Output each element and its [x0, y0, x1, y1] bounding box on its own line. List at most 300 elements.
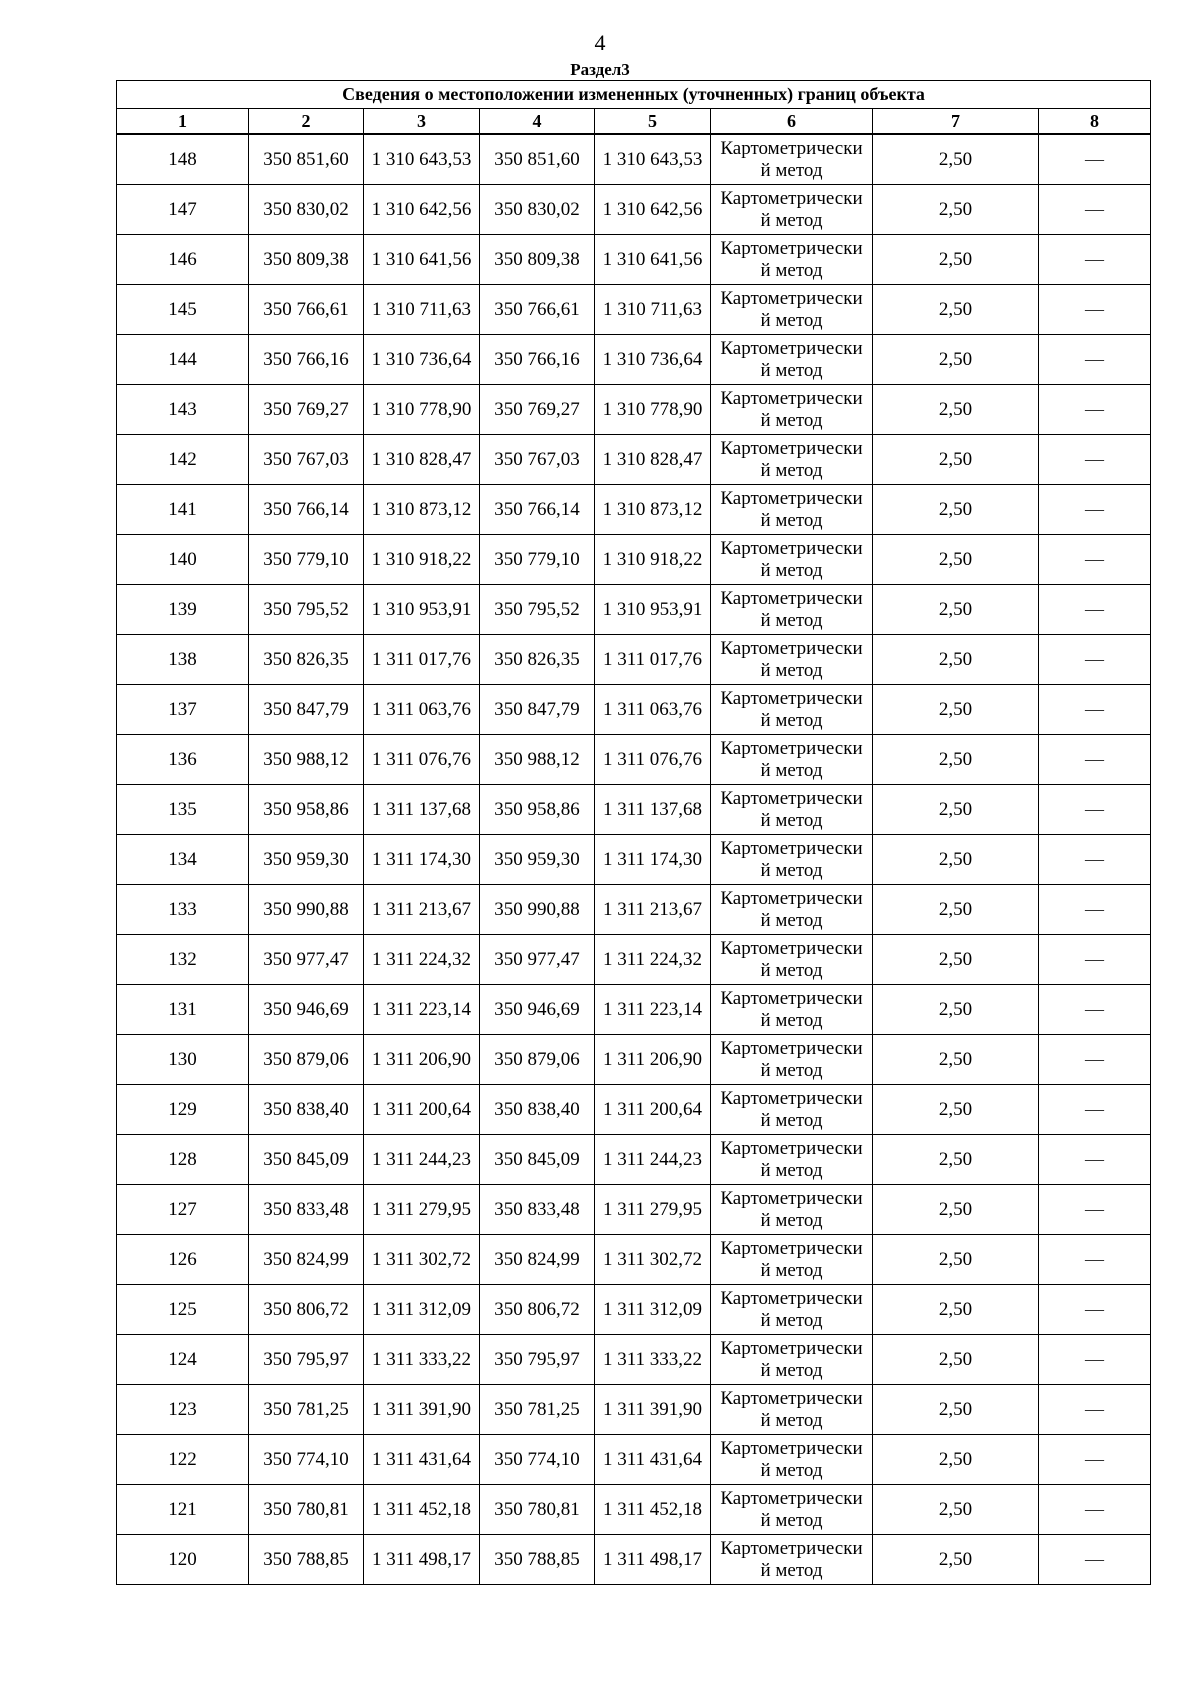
table-cell-col-6	[711, 985, 873, 1035]
column-header-4: 4	[480, 109, 595, 135]
table-cell-col-3: 1 311 431,64	[364, 1435, 480, 1485]
table-cell-col-2: 350 851,60	[249, 134, 364, 185]
table-cell-col-2: 350 826,35	[249, 635, 364, 685]
table-cell-col-6	[711, 685, 873, 735]
table-row	[117, 1385, 1151, 1435]
table-cell-col-5: 1 311 213,67	[595, 885, 711, 935]
table-cell-col-5: 1 311 017,76	[595, 635, 711, 685]
table-cell-col-8: —	[1039, 134, 1151, 185]
table-cell-col-2: 350 946,69	[249, 985, 364, 1035]
table-cell-col-8: —	[1039, 385, 1151, 435]
table-cell-col-3: 1 311 224,32	[364, 935, 480, 985]
table-cell-col-5: 1 311 174,30	[595, 835, 711, 885]
table-cell-col-6	[711, 1335, 873, 1385]
table-row	[117, 335, 1151, 385]
table-cell-col-8: —	[1039, 235, 1151, 285]
method-text-line: й метод	[760, 159, 823, 181]
table-cell-col-1: 145	[117, 285, 249, 335]
table-cell-col-5: 1 311 206,90	[595, 1035, 711, 1085]
method-text-line: й метод	[760, 1509, 823, 1531]
table-cell-col-1: 143	[117, 385, 249, 435]
table-cell-col-1: 135	[117, 785, 249, 835]
table-cell-col-5: 1 311 200,64	[595, 1085, 711, 1135]
method-text-line: Картометрически	[720, 437, 863, 459]
table-cell-col-7: 2,50	[873, 385, 1039, 435]
table-cell-col-4: 350 780,81	[480, 1485, 595, 1535]
table-cell-col-3: 1 311 452,18	[364, 1485, 480, 1535]
table-cell-col-8: —	[1039, 1185, 1151, 1235]
method-text-line: Картометрически	[720, 287, 863, 309]
table-row	[117, 685, 1151, 735]
table-cell-col-5: 1 311 431,64	[595, 1435, 711, 1485]
table-row	[117, 235, 1151, 285]
method-text-line: Картометрически	[720, 1087, 863, 1109]
table-row	[117, 485, 1151, 535]
method-text-line: й метод	[760, 259, 823, 281]
method-text-line: й метод	[760, 959, 823, 981]
method-text-line: й метод	[760, 1159, 823, 1181]
table-body	[117, 134, 1151, 1585]
table-cell-col-8: —	[1039, 685, 1151, 735]
table-cell-col-3: 1 310 953,91	[364, 585, 480, 635]
table-cell-col-5: 1 310 828,47	[595, 435, 711, 485]
table-caption: Сведения о местоположении измененных (уточненных) границ объекта	[117, 81, 1151, 109]
table-cell-col-6	[711, 134, 873, 185]
table-cell-col-5: 1 310 711,63	[595, 285, 711, 335]
table-cell-col-2: 350 774,10	[249, 1435, 364, 1485]
table-cell-col-4: 350 838,40	[480, 1085, 595, 1135]
table-cell-col-5: 1 311 498,17	[595, 1535, 711, 1585]
method-text-line: й метод	[760, 209, 823, 231]
table-cell-col-5: 1 311 224,32	[595, 935, 711, 985]
table-cell-col-7: 2,50	[873, 435, 1039, 485]
table-cell-col-7: 2,50	[873, 535, 1039, 585]
table-cell-col-8: —	[1039, 1135, 1151, 1185]
table-row	[117, 735, 1151, 785]
table-cell-col-7: 2,50	[873, 1435, 1039, 1485]
method-text-line: Картометрически	[720, 487, 863, 509]
table-row	[117, 935, 1151, 985]
table-cell-col-7: 2,50	[873, 1335, 1039, 1385]
table-cell-col-6	[711, 885, 873, 935]
table-cell-col-7: 2,50	[873, 985, 1039, 1035]
table-cell-col-7: 2,50	[873, 635, 1039, 685]
table-cell-col-8: —	[1039, 285, 1151, 335]
boundary-coordinates-table	[116, 80, 1151, 1585]
method-text-line: Картометрически	[720, 1137, 863, 1159]
table-cell-col-4: 350 795,97	[480, 1335, 595, 1385]
table-cell-col-3: 1 310 643,53	[364, 134, 480, 185]
table-cell-col-8: —	[1039, 1535, 1151, 1585]
table-cell-col-4: 350 959,30	[480, 835, 595, 885]
table-cell-col-3: 1 311 137,68	[364, 785, 480, 835]
table-cell-col-1: 124	[117, 1335, 249, 1385]
column-header-2: 2	[249, 109, 364, 135]
method-text-line: й метод	[760, 1109, 823, 1131]
table-cell-col-3: 1 310 828,47	[364, 435, 480, 485]
table-row	[117, 1135, 1151, 1185]
table-cell-col-1: 138	[117, 635, 249, 685]
table-cell-col-8: —	[1039, 535, 1151, 585]
table-cell-col-1: 128	[117, 1135, 249, 1185]
table-cell-col-6	[711, 185, 873, 235]
table-cell-col-5: 1 311 137,68	[595, 785, 711, 835]
table-cell-col-1: 144	[117, 335, 249, 385]
table-cell-col-2: 350 795,52	[249, 585, 364, 635]
table-cell-col-4: 350 851,60	[480, 134, 595, 185]
table-cell-col-3: 1 310 711,63	[364, 285, 480, 335]
table-cell-col-8: —	[1039, 185, 1151, 235]
table-cell-col-7: 2,50	[873, 835, 1039, 885]
table-cell-col-3: 1 311 200,64	[364, 1085, 480, 1135]
column-header-8: 8	[1039, 109, 1151, 135]
table-cell-col-2: 350 766,16	[249, 335, 364, 385]
table-cell-col-4: 350 766,61	[480, 285, 595, 335]
table-cell-col-4: 350 774,10	[480, 1435, 595, 1485]
table-cell-col-5: 1 311 312,09	[595, 1285, 711, 1335]
method-text-line: й метод	[760, 609, 823, 631]
table-cell-col-1: 148	[117, 134, 249, 185]
table-cell-col-6	[711, 1535, 873, 1585]
table-cell-col-7: 2,50	[873, 785, 1039, 835]
method-text-line: Картометрически	[720, 337, 863, 359]
method-text-line: Картометрически	[720, 237, 863, 259]
table-cell-col-5: 1 310 953,91	[595, 585, 711, 635]
table-cell-col-8: —	[1039, 835, 1151, 885]
method-text-line: Картометрически	[720, 1387, 863, 1409]
table-cell-col-4: 350 958,86	[480, 785, 595, 835]
table-cell-col-1: 120	[117, 1535, 249, 1585]
table-cell-col-4: 350 830,02	[480, 185, 595, 235]
table-cell-col-3: 1 310 641,56	[364, 235, 480, 285]
table-cell-col-1: 130	[117, 1035, 249, 1085]
method-text-line: Картометрически	[720, 937, 863, 959]
method-text-line: Картометрически	[720, 1187, 863, 1209]
table-cell-col-2: 350 847,79	[249, 685, 364, 735]
table-cell-col-3: 1 310 918,22	[364, 535, 480, 585]
table-cell-col-8: —	[1039, 1435, 1151, 1485]
table-cell-col-7: 2,50	[873, 935, 1039, 985]
table-cell-col-5: 1 310 641,56	[595, 235, 711, 285]
table-cell-col-7: 2,50	[873, 885, 1039, 935]
table-cell-col-4: 350 833,48	[480, 1185, 595, 1235]
table-cell-col-4: 350 766,16	[480, 335, 595, 385]
method-text-line: й метод	[760, 1209, 823, 1231]
table-cell-col-5: 1 311 302,72	[595, 1235, 711, 1285]
method-text-line: Картометрически	[720, 537, 863, 559]
table-cell-col-5: 1 310 643,53	[595, 134, 711, 185]
column-header-3: 3	[364, 109, 480, 135]
table-row	[117, 185, 1151, 235]
table-cell-col-6	[711, 1135, 873, 1185]
method-text-line: Картометрически	[720, 1237, 863, 1259]
table-cell-col-6	[711, 435, 873, 485]
table-cell-col-8: —	[1039, 485, 1151, 535]
table-row	[117, 285, 1151, 335]
method-text-line: Картометрически	[720, 137, 863, 159]
table-cell-col-7: 2,50	[873, 1285, 1039, 1335]
table-cell-col-2: 350 795,97	[249, 1335, 364, 1385]
method-text-line: Картометрически	[720, 1287, 863, 1309]
table-cell-col-6	[711, 1285, 873, 1335]
table-cell-col-6	[711, 1485, 873, 1535]
table-cell-col-3: 1 310 736,64	[364, 335, 480, 385]
method-text-line: Картометрически	[720, 187, 863, 209]
method-text-line: й метод	[760, 1259, 823, 1281]
table-cell-col-7: 2,50	[873, 235, 1039, 285]
table-cell-col-3: 1 311 312,09	[364, 1285, 480, 1335]
table-cell-col-2: 350 879,06	[249, 1035, 364, 1085]
table-cell-col-4: 350 977,47	[480, 935, 595, 985]
table-cell-col-1: 141	[117, 485, 249, 535]
table-cell-col-7: 2,50	[873, 185, 1039, 235]
method-text-line: й метод	[760, 1559, 823, 1581]
table-cell-col-2: 350 977,47	[249, 935, 364, 985]
table-cell-col-8: —	[1039, 935, 1151, 985]
table-cell-col-7: 2,50	[873, 1185, 1039, 1235]
table-cell-col-4: 350 946,69	[480, 985, 595, 1035]
table-cell-col-5: 1 310 873,12	[595, 485, 711, 535]
table-row	[117, 585, 1151, 635]
table-cell-col-3: 1 311 279,95	[364, 1185, 480, 1235]
table-row	[117, 1035, 1151, 1085]
table-cell-col-4: 350 824,99	[480, 1235, 595, 1285]
table-cell-col-1: 131	[117, 985, 249, 1035]
table-cell-col-4: 350 795,52	[480, 585, 595, 635]
table-cell-col-6	[711, 235, 873, 285]
table-cell-col-1: 136	[117, 735, 249, 785]
table-cell-col-1: 147	[117, 185, 249, 235]
table-cell-col-4: 350 826,35	[480, 635, 595, 685]
method-text-line: Картометрически	[720, 1437, 863, 1459]
table-cell-col-1: 126	[117, 1235, 249, 1285]
method-text-line: Картометрически	[720, 637, 863, 659]
table-cell-col-5: 1 311 063,76	[595, 685, 711, 735]
table-cell-col-4: 350 788,85	[480, 1535, 595, 1585]
table-row	[117, 1285, 1151, 1335]
table-cell-col-5: 1 311 333,22	[595, 1335, 711, 1385]
method-text-line: й метод	[760, 1359, 823, 1381]
table-cell-col-2: 350 766,61	[249, 285, 364, 335]
table-row	[117, 835, 1151, 885]
table-cell-col-2: 350 767,03	[249, 435, 364, 485]
table-cell-col-5: 1 311 076,76	[595, 735, 711, 785]
table-cell-col-4: 350 806,72	[480, 1285, 595, 1335]
table-cell-col-6	[711, 1035, 873, 1085]
table-cell-col-6	[711, 635, 873, 685]
table-cell-col-2: 350 845,09	[249, 1135, 364, 1185]
table-row	[117, 785, 1151, 835]
table-cell-col-2: 350 833,48	[249, 1185, 364, 1235]
column-header-7: 7	[873, 109, 1039, 135]
table-cell-col-6	[711, 1235, 873, 1285]
method-text-line: Картометрически	[720, 787, 863, 809]
table-cell-col-4: 350 845,09	[480, 1135, 595, 1185]
table-cell-col-2: 350 766,14	[249, 485, 364, 535]
table-cell-col-2: 350 779,10	[249, 535, 364, 585]
table-cell-col-8: —	[1039, 335, 1151, 385]
method-text-line: й метод	[760, 659, 823, 681]
section-title: Раздел3	[570, 60, 630, 79]
table-cell-col-5: 1 311 223,14	[595, 985, 711, 1035]
method-text-line: й метод	[760, 1009, 823, 1031]
method-text-line: й метод	[760, 759, 823, 781]
table-cell-col-3: 1 310 642,56	[364, 185, 480, 235]
table-cell-col-1: 129	[117, 1085, 249, 1135]
table-cell-col-7: 2,50	[873, 134, 1039, 185]
method-text-line: Картометрически	[720, 387, 863, 409]
method-text-line: Картометрически	[720, 1037, 863, 1059]
table-cell-col-6	[711, 835, 873, 885]
table-cell-col-5: 1 311 244,23	[595, 1135, 711, 1185]
table-cell-col-7: 2,50	[873, 1385, 1039, 1435]
table-cell-col-8: —	[1039, 585, 1151, 635]
table-cell-col-1: 121	[117, 1485, 249, 1535]
table-cell-col-8: —	[1039, 785, 1151, 835]
table-cell-col-4: 350 766,14	[480, 485, 595, 535]
table-cell-col-8: —	[1039, 885, 1151, 935]
method-text-line: й метод	[760, 1459, 823, 1481]
table-cell-col-5: 1 311 279,95	[595, 1185, 711, 1235]
table-cell-col-3: 1 310 873,12	[364, 485, 480, 535]
table-cell-col-1: 125	[117, 1285, 249, 1335]
table-cell-col-4: 350 988,12	[480, 735, 595, 785]
table-cell-col-6	[711, 535, 873, 585]
table-cell-col-8: —	[1039, 1285, 1151, 1335]
method-text-line: й метод	[760, 809, 823, 831]
method-text-line: й метод	[760, 409, 823, 431]
method-text-line: Картометрически	[720, 1337, 863, 1359]
method-text-line: й метод	[760, 859, 823, 881]
method-text-line: й метод	[760, 1409, 823, 1431]
method-text-line: Картометрически	[720, 1537, 863, 1559]
table-cell-col-2: 350 781,25	[249, 1385, 364, 1435]
table-cell-col-4: 350 769,27	[480, 385, 595, 435]
table-cell-col-4: 350 847,79	[480, 685, 595, 735]
table-cell-col-1: 134	[117, 835, 249, 885]
table-cell-col-2: 350 838,40	[249, 1085, 364, 1135]
table-cell-col-8: —	[1039, 435, 1151, 485]
column-header-1: 1	[117, 109, 249, 135]
table-row	[117, 535, 1151, 585]
method-text-line: й метод	[760, 359, 823, 381]
table-cell-col-5: 1 310 778,90	[595, 385, 711, 435]
table-cell-col-2: 350 824,99	[249, 1235, 364, 1285]
table-cell-col-6	[711, 335, 873, 385]
table-cell-col-6	[711, 485, 873, 535]
table-row	[117, 1185, 1151, 1235]
table-cell-col-4: 350 781,25	[480, 1385, 595, 1435]
method-text-line: Картометрически	[720, 1487, 863, 1509]
page-number: 4	[594, 30, 606, 55]
table-cell-col-2: 350 988,12	[249, 735, 364, 785]
table-cell-col-7: 2,50	[873, 585, 1039, 635]
table-cell-col-8: —	[1039, 1385, 1151, 1435]
table-row	[117, 1335, 1151, 1385]
method-text-line: й метод	[760, 459, 823, 481]
table-cell-col-5: 1 311 452,18	[595, 1485, 711, 1535]
table-cell-col-7: 2,50	[873, 1485, 1039, 1535]
method-text-line: Картометрически	[720, 987, 863, 1009]
table-cell-col-4: 350 767,03	[480, 435, 595, 485]
method-text-line: й метод	[760, 1059, 823, 1081]
table-cell-col-1: 140	[117, 535, 249, 585]
table-row	[117, 1435, 1151, 1485]
table-cell-col-6	[711, 1385, 873, 1435]
table-row	[117, 1085, 1151, 1135]
table-cell-col-8: —	[1039, 635, 1151, 685]
table-cell-col-7: 2,50	[873, 1535, 1039, 1585]
table-cell-col-3: 1 311 223,14	[364, 985, 480, 1035]
table-row	[117, 885, 1151, 935]
table-cell-col-1: 122	[117, 1435, 249, 1485]
table-cell-col-7: 2,50	[873, 685, 1039, 735]
table-cell-col-1: 132	[117, 935, 249, 985]
table-cell-col-5: 1 310 642,56	[595, 185, 711, 235]
table-cell-col-3: 1 311 076,76	[364, 735, 480, 785]
table-cell-col-3: 1 311 063,76	[364, 685, 480, 735]
table-cell-col-8: —	[1039, 1335, 1151, 1385]
table-cell-col-1: 127	[117, 1185, 249, 1235]
method-text-line: й метод	[760, 309, 823, 331]
table-cell-col-7: 2,50	[873, 1085, 1039, 1135]
table-cell-col-3: 1 311 302,72	[364, 1235, 480, 1285]
table-cell-col-6	[711, 785, 873, 835]
table-cell-col-6	[711, 1085, 873, 1135]
table-cell-col-3: 1 311 206,90	[364, 1035, 480, 1085]
method-text-line: Картометрически	[720, 737, 863, 759]
table-cell-col-7: 2,50	[873, 485, 1039, 535]
table-cell-col-6	[711, 735, 873, 785]
table-cell-col-7: 2,50	[873, 1235, 1039, 1285]
table-cell-col-1: 139	[117, 585, 249, 635]
table-cell-col-2: 350 806,72	[249, 1285, 364, 1335]
table-cell-col-1: 137	[117, 685, 249, 735]
table-cell-col-3: 1 311 391,90	[364, 1385, 480, 1435]
table-cell-col-6	[711, 585, 873, 635]
table-cell-col-2: 350 769,27	[249, 385, 364, 435]
table-cell-col-7: 2,50	[873, 1135, 1039, 1185]
method-text-line: Картометрически	[720, 687, 863, 709]
method-text-line: й метод	[760, 909, 823, 931]
table-cell-col-2: 350 780,81	[249, 1485, 364, 1535]
table-cell-col-6	[711, 385, 873, 435]
table-cell-col-8: —	[1039, 1085, 1151, 1135]
table-cell-col-3: 1 311 174,30	[364, 835, 480, 885]
table-row	[117, 385, 1151, 435]
method-text-line: Картометрически	[720, 837, 863, 859]
method-text-line: й метод	[760, 509, 823, 531]
table-cell-col-3: 1 310 778,90	[364, 385, 480, 435]
table-row	[117, 1235, 1151, 1285]
table-cell-col-4: 350 879,06	[480, 1035, 595, 1085]
table-cell-col-3: 1 311 244,23	[364, 1135, 480, 1185]
column-header-5: 5	[595, 109, 711, 135]
table-cell-col-3: 1 311 333,22	[364, 1335, 480, 1385]
table-cell-col-7: 2,50	[873, 1035, 1039, 1085]
method-text-line: Картометрически	[720, 587, 863, 609]
table-cell-col-7: 2,50	[873, 285, 1039, 335]
table-cell-col-4: 350 809,38	[480, 235, 595, 285]
table-row	[117, 1535, 1151, 1585]
table-cell-col-2: 350 830,02	[249, 185, 364, 235]
table-cell-col-4: 350 779,10	[480, 535, 595, 585]
table-cell-col-3: 1 311 498,17	[364, 1535, 480, 1585]
method-text-line: й метод	[760, 1309, 823, 1331]
table-cell-col-3: 1 311 017,76	[364, 635, 480, 685]
table-cell-col-8: —	[1039, 1035, 1151, 1085]
table-caption-row	[117, 81, 1151, 109]
